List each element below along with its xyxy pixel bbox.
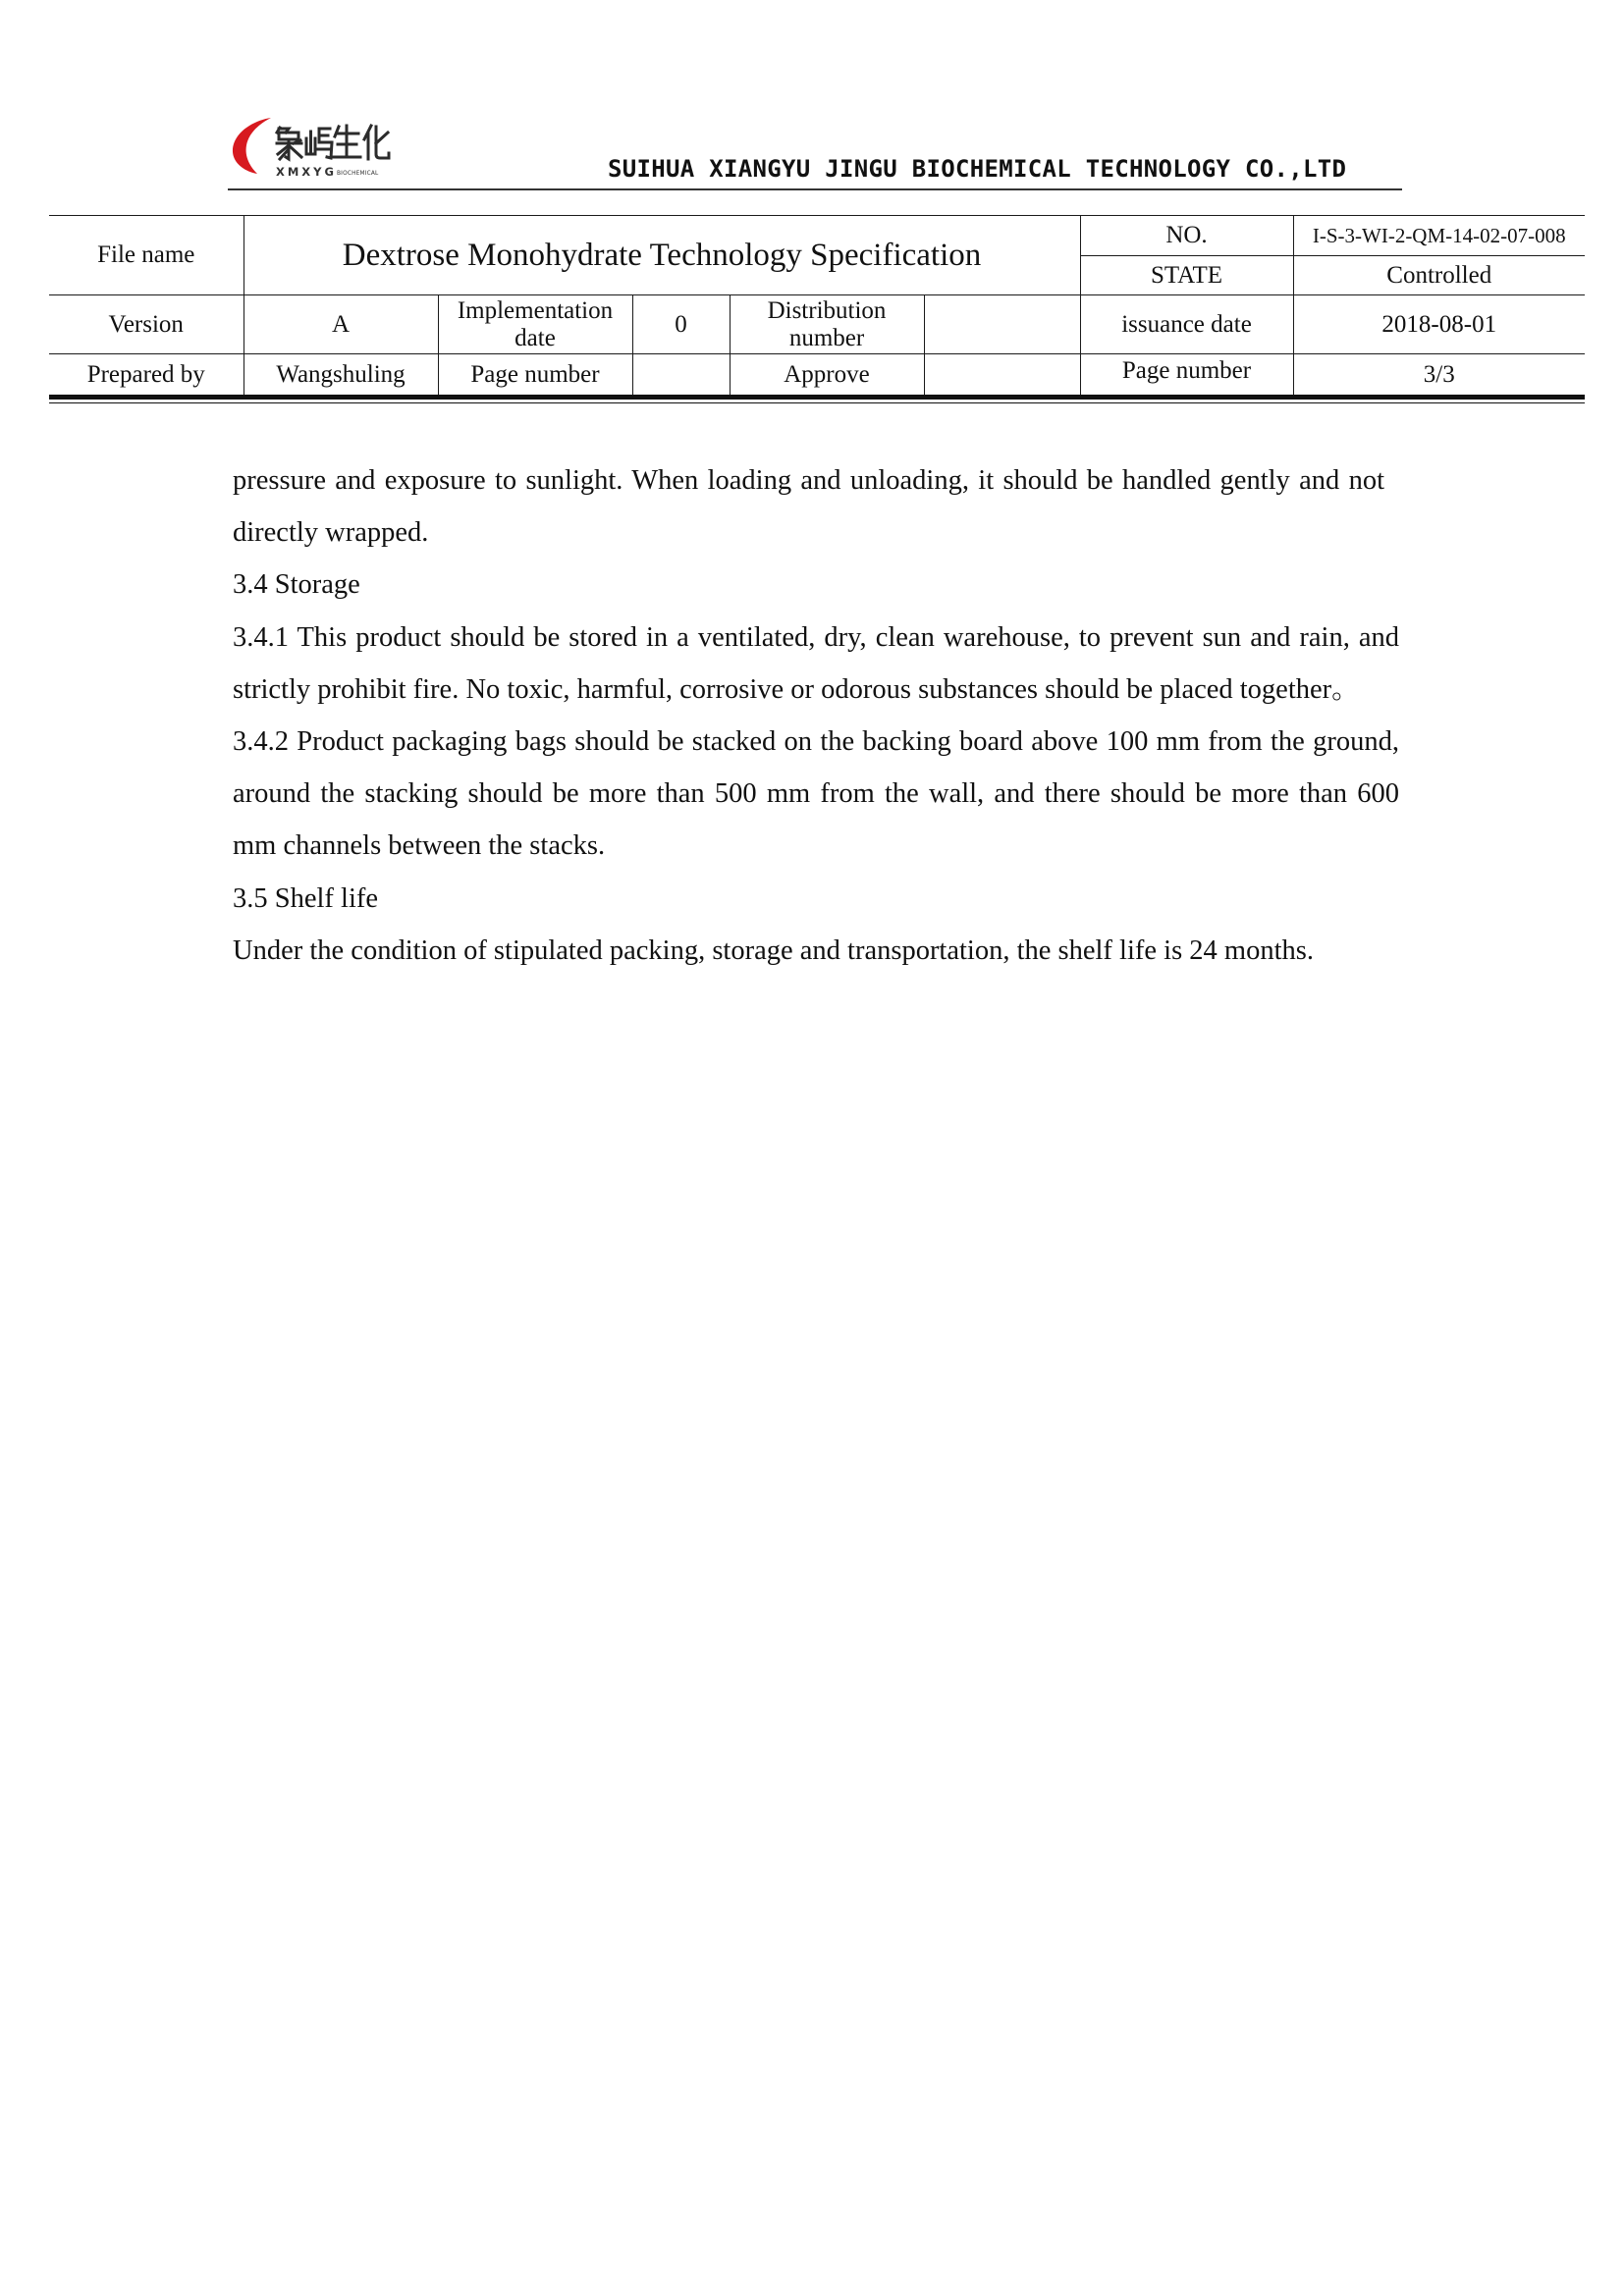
logo-swoosh [233, 118, 271, 174]
logo-glyph-3 [334, 126, 360, 157]
body-line: directly wrapped. [233, 517, 429, 549]
body-line: 3.4.2 Product packaging bags should be stacked on the backing board above 100 mm from the ground, [233, 725, 1399, 757]
document-control-table [49, 215, 1585, 396]
paragraph-3-4-2 [233, 716, 1399, 873]
paragraph-3-4-1 [233, 612, 1399, 716]
implementation-date-label: Implementation date [457, 296, 614, 351]
prepared-by-value: Wangshuling [244, 354, 438, 396]
page-number-value [632, 354, 730, 396]
prepared-by-label: Prepared by [49, 354, 244, 396]
company-logo [228, 113, 400, 184]
document-body [233, 454, 1399, 977]
body-line: around the stacking should be more than 500 mm from the wall, and there should be more than 600 [233, 778, 1399, 810]
paragraph-shelf-life [233, 925, 1399, 977]
doc-no-value: I-S-3-WI-2-QM-14-02-07-008 [1293, 216, 1585, 256]
body-line: pressure and exposure to sunlight. When loading and unloading, it should be handled gently and not [233, 465, 1384, 496]
implementation-date-value: 0 [632, 295, 730, 354]
section-heading: 3.4 Storage [233, 569, 360, 601]
page-number-label: Page number [438, 354, 632, 396]
company-name: SUIHUA XIANGYU JINGU BIOCHEMICAL TECHNOLOGY CO.,LTD [608, 155, 1347, 183]
approve-value [924, 354, 1080, 396]
file-name-label: File name [49, 216, 244, 295]
issuance-date-value: 2018-08-01 [1293, 295, 1585, 354]
paragraph-continuation [233, 454, 1399, 559]
approve-label: Approve [730, 354, 924, 396]
header-divider [228, 188, 1402, 190]
body-line: strictly prohibit fire. No toxic, harmful, corrosive or odorous substances should be placed together。 [233, 673, 1360, 705]
state-label: STATE [1080, 256, 1293, 295]
version-label: Version [49, 295, 244, 354]
logo-cjk-mark [277, 126, 389, 159]
body-line: 3.4.1 This product should be stored in a ventilated, dry, clean warehouse, to prevent sun and rain, and [233, 621, 1399, 653]
state-value: Controlled [1293, 256, 1585, 295]
section-heading: 3.5 Shelf life [233, 882, 379, 914]
distribution-number-label: Distribution number [767, 296, 887, 351]
version-value: A [244, 295, 438, 354]
table-bottom-thin-rule [49, 402, 1585, 404]
logo-glyph-4 [364, 126, 389, 159]
body-line: Under the condition of stipulated packing, storage and transportation, the shelf life is 24 months. [233, 934, 1314, 966]
distribution-number-label-cell [730, 295, 924, 354]
logo-glyph-1 [277, 128, 301, 159]
section-heading-shelf-life [233, 873, 1399, 925]
issuance-date-label: issuance date [1080, 295, 1293, 354]
table-bottom-thick-rule [49, 395, 1585, 400]
logo-latin-text: XMXYG [276, 165, 337, 179]
doc-no-label: NO. [1080, 216, 1293, 256]
page-number-right-value: 3/3 [1293, 354, 1585, 396]
logo-sub-text: BIOCHEMICAL [337, 171, 379, 177]
table-row [49, 354, 1585, 396]
implementation-date-label-cell [438, 295, 632, 354]
distribution-number-value [924, 295, 1080, 354]
body-line: mm channels between the stacks. [233, 830, 606, 862]
table-row [49, 216, 1585, 256]
page-number-right-label: Page number [1080, 354, 1293, 396]
logo-glyph-2 [306, 129, 332, 158]
table-row [49, 295, 1585, 354]
file-name-value: Dextrose Monohydrate Technology Specification [244, 216, 1080, 295]
section-heading-storage [233, 559, 1399, 611]
